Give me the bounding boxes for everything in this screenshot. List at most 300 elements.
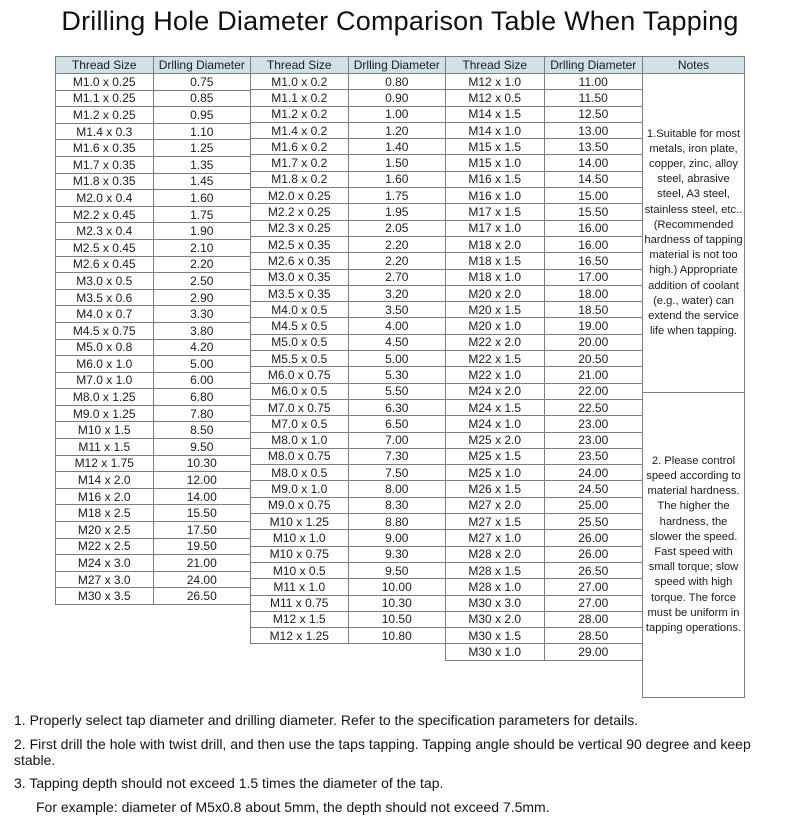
table-cell: M2.6 x 0.45 <box>56 256 154 273</box>
table-cell: 1.00 <box>348 106 446 122</box>
table-cell: 22.50 <box>544 399 643 415</box>
table-cell: 10.30 <box>153 455 251 472</box>
table-cell: 1.45 <box>153 173 251 190</box>
table-cell: 8.30 <box>348 497 446 513</box>
table-row <box>56 356 251 373</box>
table-row <box>446 334 643 350</box>
table-row <box>446 90 643 106</box>
table-cell: M1.4 x 0.3 <box>56 123 154 140</box>
drilling-diameter-header: Drlling Diameter <box>348 57 446 74</box>
table-cell: M2.2 x 0.25 <box>251 204 349 220</box>
table-cell: M1.8 x 0.2 <box>251 171 349 187</box>
table-row <box>56 90 251 107</box>
table-cell: M1.8 x 0.35 <box>56 173 154 190</box>
comparison-table <box>55 56 745 698</box>
table-row <box>446 465 643 481</box>
table-cell: M3.5 x 0.35 <box>251 285 349 301</box>
table-cell: M22 x 2.0 <box>446 334 545 350</box>
table-cell: 15.50 <box>544 204 643 220</box>
table-cell: 26.50 <box>544 562 643 578</box>
table-cell: 16.50 <box>544 253 643 269</box>
table-row <box>446 399 643 415</box>
table-cell: 20.50 <box>544 351 643 367</box>
table-cell: M2.3 x 0.4 <box>56 223 154 240</box>
table-cell: M1.6 x 0.35 <box>56 140 154 157</box>
table-cell: 23.00 <box>544 416 643 432</box>
table-row <box>251 90 446 106</box>
table-cell: M1.6 x 0.2 <box>251 139 349 155</box>
table-cell: 17.50 <box>153 522 251 539</box>
table-cell: M14 x 1.0 <box>446 122 545 138</box>
table-cell: 0.75 <box>153 74 251 91</box>
table-row <box>251 351 446 367</box>
table-row <box>56 107 251 124</box>
table-row <box>56 339 251 356</box>
table-row <box>56 472 251 489</box>
table-row <box>446 530 643 546</box>
table-row <box>251 285 446 301</box>
table-cell: 5.50 <box>348 383 446 399</box>
table-row <box>446 432 643 448</box>
table-row <box>251 155 446 171</box>
table-row <box>446 139 643 155</box>
table-cell: M20 x 1.0 <box>446 318 545 334</box>
tap-table-3 <box>445 56 643 661</box>
table-cell: M30 x 1.5 <box>446 628 545 644</box>
table-cell: 14.00 <box>544 155 643 171</box>
table-cell: M6.0 x 1.0 <box>56 356 154 373</box>
table-row <box>446 448 643 464</box>
table-cell: M30 x 1.0 <box>446 644 545 660</box>
table-row <box>446 628 643 644</box>
table-cell: 8.00 <box>348 481 446 497</box>
table-cell: M5.0 x 0.5 <box>251 334 349 350</box>
header-row <box>446 57 643 74</box>
table-cell: 6.50 <box>348 416 446 432</box>
table-row <box>56 156 251 173</box>
table-cell: 4.50 <box>348 334 446 350</box>
table-cell: M1.7 x 0.35 <box>56 156 154 173</box>
table-row <box>56 306 251 323</box>
table-cell: M12 x 1.75 <box>56 455 154 472</box>
table-row <box>446 285 643 301</box>
table-cell: M24 x 2.0 <box>446 383 545 399</box>
table-row <box>251 236 446 252</box>
table-row <box>56 588 251 605</box>
table-row <box>446 269 643 285</box>
table-cell: M24 x 1.0 <box>446 416 545 432</box>
table-cell: 6.00 <box>153 372 251 389</box>
table-cell: M12 x 0.5 <box>446 90 545 106</box>
table-cell: 16.00 <box>544 220 643 236</box>
table-cell: 1.25 <box>153 140 251 157</box>
table-cell: 15.00 <box>544 188 643 204</box>
table-row <box>446 644 643 660</box>
table-cell: 24.00 <box>544 465 643 481</box>
table-cell: M18 x 2.5 <box>56 505 154 522</box>
table-cell: M20 x 2.5 <box>56 522 154 539</box>
table-cell: M1.4 x 0.2 <box>251 122 349 138</box>
table-row <box>446 204 643 220</box>
table-row <box>56 256 251 273</box>
table-row <box>446 171 643 187</box>
table-cell: 5.00 <box>153 356 251 373</box>
table-row <box>446 383 643 399</box>
table-cell: 18.00 <box>544 285 643 301</box>
table-cell: 7.00 <box>348 432 446 448</box>
table-cell: 9.30 <box>348 546 446 562</box>
table-cell: 2.50 <box>153 273 251 290</box>
table-row <box>56 190 251 207</box>
table-cell: 1.95 <box>348 204 446 220</box>
table-cell: 0.80 <box>348 74 446 90</box>
table-row <box>251 465 446 481</box>
header-row <box>56 57 251 74</box>
table-cell: M25 x 2.0 <box>446 432 545 448</box>
table-cell: 9.50 <box>153 439 251 456</box>
table-cell: 23.50 <box>544 448 643 464</box>
table-row <box>56 372 251 389</box>
table-cell: 17.00 <box>544 269 643 285</box>
table-cell: M16 x 1.5 <box>446 171 545 187</box>
table-cell: 1.10 <box>153 123 251 140</box>
table-cell: M10 x 1.5 <box>56 422 154 439</box>
drilling-diameter-header: Drlling Diameter <box>544 57 643 74</box>
table-cell: 1.75 <box>153 206 251 223</box>
table-cell: 3.80 <box>153 322 251 339</box>
table-cell: M1.1 x 0.2 <box>251 90 349 106</box>
table-cell: 1.35 <box>153 156 251 173</box>
table-row <box>251 562 446 578</box>
table-cell: 18.50 <box>544 302 643 318</box>
table-cell: 0.90 <box>348 90 446 106</box>
table-cell: M22 x 1.5 <box>446 351 545 367</box>
footer-line-1: 1. Properly select tap diameter and drilling diameter. Refer to the specification parameters for details. <box>14 712 639 728</box>
table-row <box>446 595 643 611</box>
notes-header: Notes <box>642 56 745 74</box>
table-row <box>251 269 446 285</box>
table-cell: 21.00 <box>153 555 251 572</box>
table-row <box>251 448 446 464</box>
thread-size-header: Thread Size <box>251 57 349 74</box>
table-cell: 28.50 <box>544 628 643 644</box>
table-cell: 16.00 <box>544 236 643 252</box>
table-row <box>251 416 446 432</box>
table-cell: 0.95 <box>153 107 251 124</box>
table-cell: M1.2 x 0.25 <box>56 107 154 124</box>
table-cell: M2.5 x 0.35 <box>251 236 349 252</box>
table-cell: M10 x 1.0 <box>251 530 349 546</box>
table-cell: M1.1 x 0.25 <box>56 90 154 107</box>
table-row <box>251 383 446 399</box>
table-row <box>251 399 446 415</box>
table-cell: 13.50 <box>544 139 643 155</box>
table-cell: 19.50 <box>153 538 251 555</box>
table-cell: 24.50 <box>544 481 643 497</box>
table-cell: 26.50 <box>153 588 251 605</box>
table-cell: M16 x 1.0 <box>446 188 545 204</box>
table-row <box>56 522 251 539</box>
table-row <box>446 351 643 367</box>
table-cell: M18 x 1.5 <box>446 253 545 269</box>
table-cell: M12 x 1.5 <box>251 611 349 627</box>
table-cell: M14 x 1.5 <box>446 106 545 122</box>
table-cell: M3.0 x 0.35 <box>251 269 349 285</box>
table-cell: M30 x 3.0 <box>446 595 545 611</box>
table-row <box>251 530 446 546</box>
table-cell: 1.90 <box>153 223 251 240</box>
table-cell: M9.0 x 1.25 <box>56 405 154 422</box>
table-cell: M4.0 x 0.7 <box>56 306 154 323</box>
table-row <box>251 628 446 644</box>
table-row <box>56 140 251 157</box>
table-row <box>56 455 251 472</box>
table-cell: 21.00 <box>544 367 643 383</box>
table-cell: 9.50 <box>348 562 446 578</box>
table-cell: 1.60 <box>348 171 446 187</box>
table-cell: M6.0 x 0.75 <box>251 367 349 383</box>
table-cell: 8.50 <box>153 422 251 439</box>
table-row <box>251 481 446 497</box>
table-row <box>251 74 446 90</box>
table-cell: 1.20 <box>348 122 446 138</box>
table-row <box>446 562 643 578</box>
table-cell: 1.75 <box>348 188 446 204</box>
table-cell: 10.30 <box>348 595 446 611</box>
table-row <box>251 220 446 236</box>
table-cell: M8.0 x 1.0 <box>251 432 349 448</box>
table-cell: 12.00 <box>153 472 251 489</box>
table-cell: 25.50 <box>544 514 643 530</box>
table-cell: 2.05 <box>348 220 446 236</box>
table-row <box>251 611 446 627</box>
table-cell: 0.85 <box>153 90 251 107</box>
table-row <box>251 171 446 187</box>
table-row <box>56 74 251 91</box>
table-cell: 2.70 <box>348 269 446 285</box>
thread-size-header: Thread Size <box>56 57 154 74</box>
table-cell: 14.50 <box>544 171 643 187</box>
table-cell: M11 x 1.5 <box>56 439 154 456</box>
table-cell: M28 x 2.0 <box>446 546 545 562</box>
table-cell: 28.00 <box>544 611 643 627</box>
footer-notes <box>14 712 789 822</box>
table-row <box>446 318 643 334</box>
table-row <box>56 322 251 339</box>
table-cell: M9.0 x 0.75 <box>251 497 349 513</box>
table-cell: M24 x 1.5 <box>446 399 545 415</box>
table-cell: M28 x 1.0 <box>446 579 545 595</box>
table-cell: M5.0 x 0.8 <box>56 339 154 356</box>
header-row <box>251 57 446 74</box>
table-row <box>446 188 643 204</box>
table-row <box>56 439 251 456</box>
table-cell: M26 x 1.5 <box>446 481 545 497</box>
table-cell: M1.7 x 0.2 <box>251 155 349 171</box>
table-row <box>56 555 251 572</box>
table-cell: M20 x 1.5 <box>446 302 545 318</box>
table-cell: M3.0 x 0.5 <box>56 273 154 290</box>
table-cell: M2.6 x 0.35 <box>251 253 349 269</box>
table-cell: 19.00 <box>544 318 643 334</box>
table-row <box>56 389 251 406</box>
table-row <box>251 595 446 611</box>
table-row <box>56 538 251 555</box>
table-cell: 26.00 <box>544 546 643 562</box>
table-cell: M10 x 0.75 <box>251 546 349 562</box>
table-row <box>56 405 251 422</box>
table-cell: 12.50 <box>544 106 643 122</box>
table-cell: 10.50 <box>348 611 446 627</box>
table-row <box>251 334 446 350</box>
table-row <box>446 220 643 236</box>
table-row <box>446 236 643 252</box>
table-cell: 26.00 <box>544 530 643 546</box>
table-cell: M6.0 x 0.5 <box>251 383 349 399</box>
table-row <box>446 416 643 432</box>
table-cell: M14 x 2.0 <box>56 472 154 489</box>
table-cell: M2.0 x 0.4 <box>56 190 154 207</box>
table-cell: M22 x 1.0 <box>446 367 545 383</box>
table-row <box>56 505 251 522</box>
table-cell: M27 x 3.0 <box>56 571 154 588</box>
table-row <box>251 579 446 595</box>
table-row <box>56 173 251 190</box>
table-cell: 10.00 <box>348 579 446 595</box>
tap-table-2 <box>250 56 446 644</box>
table-cell: 27.00 <box>544 579 643 595</box>
tap-table-1 <box>55 56 251 605</box>
table-cell: M2.5 x 0.45 <box>56 239 154 256</box>
table-cell: 8.80 <box>348 514 446 530</box>
table-cell: 1.60 <box>153 190 251 207</box>
table-cell: M15 x 1.0 <box>446 155 545 171</box>
table-cell: M1.0 x 0.25 <box>56 74 154 91</box>
table-cell: M27 x 2.0 <box>446 497 545 513</box>
page-title: Drilling Hole Diameter Comparison Table When Tapping <box>61 6 739 36</box>
table-cell: M17 x 1.5 <box>446 204 545 220</box>
table-cell: M7.0 x 0.5 <box>251 416 349 432</box>
table-cell: M25 x 1.5 <box>446 448 545 464</box>
table-cell: M18 x 1.0 <box>446 269 545 285</box>
table-cell: M11 x 0.75 <box>251 595 349 611</box>
table-cell: 2.10 <box>153 239 251 256</box>
thread-size-header: Thread Size <box>446 57 545 74</box>
notes-column <box>642 56 745 698</box>
table-row <box>446 106 643 122</box>
table-cell: M5.5 x 0.5 <box>251 351 349 367</box>
table-row <box>251 302 446 318</box>
table-row <box>56 206 251 223</box>
table-row <box>446 302 643 318</box>
table-cell: 22.00 <box>544 383 643 399</box>
table-cell: 5.00 <box>348 351 446 367</box>
table-cell: M16 x 2.0 <box>56 488 154 505</box>
table-cell: 24.00 <box>153 571 251 588</box>
table-row <box>446 74 643 90</box>
table-cell: 13.00 <box>544 122 643 138</box>
table-row <box>251 546 446 562</box>
table-row <box>56 123 251 140</box>
table-cell: 10.80 <box>348 628 446 644</box>
table-cell: 11.50 <box>544 90 643 106</box>
table-cell: M27 x 1.0 <box>446 530 545 546</box>
table-row <box>56 422 251 439</box>
table-row <box>446 367 643 383</box>
table-row <box>446 497 643 513</box>
table-cell: 29.00 <box>544 644 643 660</box>
table-cell: 27.00 <box>544 595 643 611</box>
table-cell: M30 x 2.0 <box>446 611 545 627</box>
table-row <box>446 514 643 530</box>
table-row <box>251 204 446 220</box>
table-row <box>251 367 446 383</box>
table-row <box>251 432 446 448</box>
table-row <box>446 253 643 269</box>
table-cell: M1.0 x 0.2 <box>251 74 349 90</box>
table-cell: M2.0 x 0.25 <box>251 188 349 204</box>
table-row <box>251 514 446 530</box>
table-cell: M20 x 2.0 <box>446 285 545 301</box>
table-cell: 3.20 <box>348 285 446 301</box>
table-cell: 4.20 <box>153 339 251 356</box>
table-cell: 11.00 <box>544 74 643 90</box>
table-cell: M30 x 3.5 <box>56 588 154 605</box>
table-cell: 1.50 <box>348 155 446 171</box>
footer-line-example: For example: diameter of M5x0.8 about 5mm, the depth should not exceed 7.5mm. <box>36 798 550 815</box>
table-cell: 3.50 <box>348 302 446 318</box>
table-cell: M18 x 2.0 <box>446 236 545 252</box>
table-cell: M10 x 1.25 <box>251 514 349 530</box>
table-row <box>251 253 446 269</box>
table-cell: 9.00 <box>348 530 446 546</box>
table-cell: 2.20 <box>153 256 251 273</box>
table-cell: M4.0 x 0.5 <box>251 302 349 318</box>
table-cell: 15.50 <box>153 505 251 522</box>
table-cell: M8.0 x 0.75 <box>251 448 349 464</box>
table-cell: 7.30 <box>348 448 446 464</box>
table-cell: 4.00 <box>348 318 446 334</box>
table-row <box>56 223 251 240</box>
table-cell: 23.00 <box>544 432 643 448</box>
table-cell: M11 x 1.0 <box>251 579 349 595</box>
table-cell: M17 x 1.0 <box>446 220 545 236</box>
table-cell: M8.0 x 1.25 <box>56 389 154 406</box>
table-cell: 2.20 <box>348 253 446 269</box>
table-cell: M24 x 3.0 <box>56 555 154 572</box>
table-row <box>56 239 251 256</box>
table-row <box>446 122 643 138</box>
table-cell: M12 x 1.0 <box>446 74 545 90</box>
table-cell: M7.0 x 0.75 <box>251 399 349 415</box>
table-cell: M9.0 x 1.0 <box>251 481 349 497</box>
table-cell: M4.5 x 0.75 <box>56 322 154 339</box>
table-row <box>251 139 446 155</box>
table-cell: M27 x 1.5 <box>446 514 545 530</box>
table-cell: M7.0 x 1.0 <box>56 372 154 389</box>
table-cell: 25.00 <box>544 497 643 513</box>
table-row <box>446 611 643 627</box>
table-cell: M10 x 0.5 <box>251 562 349 578</box>
table-cell: 6.80 <box>153 389 251 406</box>
table-cell: M2.2 x 0.45 <box>56 206 154 223</box>
table-cell: 6.30 <box>348 399 446 415</box>
table-row <box>446 546 643 562</box>
table-row <box>251 188 446 204</box>
table-cell: 20.00 <box>544 334 643 350</box>
table-cell: 7.80 <box>153 405 251 422</box>
table-row <box>251 318 446 334</box>
